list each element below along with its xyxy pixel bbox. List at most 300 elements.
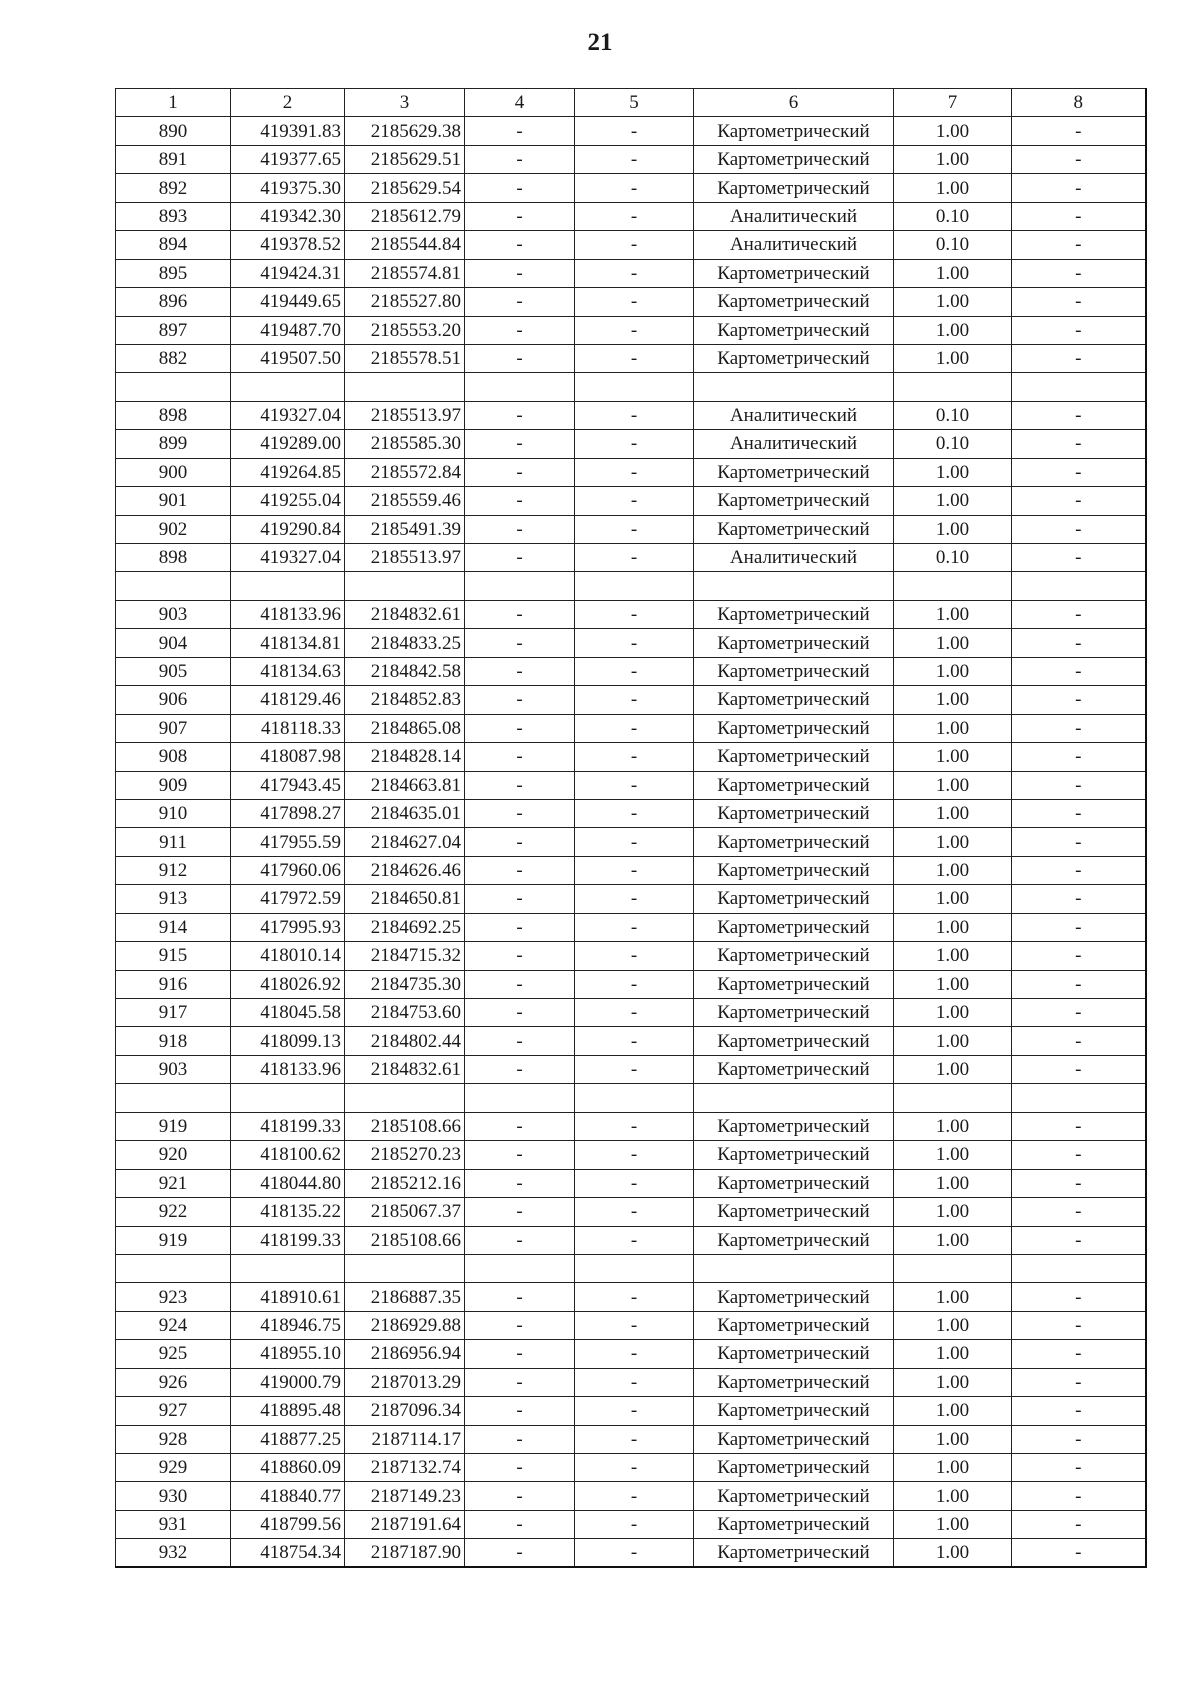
table-row [116,600,1146,628]
method-cell: Картометрический [694,828,894,856]
column-4-cell: - [465,544,575,572]
column-5-cell: - [575,600,694,628]
column-8-cell [1012,572,1146,600]
method-cell: Картометрический [694,1454,894,1482]
accuracy-cell: 1.00 [894,1510,1012,1538]
accuracy-cell: 1.00 [894,344,1012,372]
table-row [116,913,1146,941]
column-5-cell: - [575,856,694,884]
column-8-cell: - [1012,1340,1146,1368]
y-coordinate-cell: 2185544.84 [345,231,465,259]
x-coordinate-cell: 418955.10 [231,1340,345,1368]
column-5-cell: - [575,544,694,572]
y-coordinate-cell: 2185629.38 [345,117,465,145]
method-cell: Аналитический [694,430,894,458]
table-row [116,458,1146,486]
method-cell: Аналитический [694,401,894,429]
y-coordinate-cell: 2187114.17 [345,1425,465,1453]
y-coordinate-cell [345,373,465,401]
column-4-cell: - [465,743,575,771]
column-4-cell: - [465,174,575,202]
column-4-cell: - [465,771,575,799]
y-coordinate-cell [345,572,465,600]
column-8-cell: - [1012,1425,1146,1453]
y-coordinate-cell: 2184833.25 [345,629,465,657]
accuracy-cell [894,572,1012,600]
method-cell: Картометрический [694,1055,894,1083]
accuracy-cell [894,1254,1012,1282]
column-4-cell: - [465,600,575,628]
y-coordinate-cell: 2184626.46 [345,856,465,884]
point-number-cell: 897 [116,316,231,344]
column-8-cell: - [1012,714,1146,742]
column-8-cell: - [1012,1311,1146,1339]
point-number-cell [116,373,231,401]
column-4-cell: - [465,1112,575,1140]
method-cell: Картометрический [694,629,894,657]
point-number-cell: 927 [116,1397,231,1425]
y-coordinate-cell: 2184852.83 [345,686,465,714]
column-5-cell: - [575,344,694,372]
column-5-cell [575,1084,694,1112]
point-number-cell: 901 [116,487,231,515]
x-coordinate-cell: 419375.30 [231,174,345,202]
y-coordinate-cell: 2185108.66 [345,1112,465,1140]
column-8-cell: - [1012,942,1146,970]
x-coordinate-cell: 418135.22 [231,1198,345,1226]
y-coordinate-cell: 2184627.04 [345,828,465,856]
y-coordinate-cell: 2185527.80 [345,288,465,316]
column-5-cell: - [575,1112,694,1140]
column-8-cell: - [1012,686,1146,714]
column-4-cell: - [465,316,575,344]
accuracy-cell: 0.10 [894,231,1012,259]
table-row [116,288,1146,316]
accuracy-cell: 1.00 [894,1340,1012,1368]
table-row [116,771,1146,799]
column-4-cell: - [465,629,575,657]
point-number-cell: 904 [116,629,231,657]
accuracy-cell: 1.00 [894,629,1012,657]
accuracy-cell: 1.00 [894,117,1012,145]
accuracy-cell: 0.10 [894,430,1012,458]
x-coordinate-cell: 418754.34 [231,1539,345,1568]
accuracy-cell: 1.00 [894,1198,1012,1226]
column-8-cell: - [1012,1226,1146,1254]
column-5-cell: - [575,316,694,344]
accuracy-cell: 1.00 [894,1141,1012,1169]
point-number-cell [116,1084,231,1112]
column-4-cell: - [465,202,575,230]
point-number-cell: 895 [116,259,231,287]
method-cell: Картометрический [694,799,894,827]
point-number-cell [116,572,231,600]
y-coordinate-cell: 2184715.32 [345,942,465,970]
y-coordinate-cell: 2187096.34 [345,1397,465,1425]
method-cell: Картометрический [694,1027,894,1055]
column-4-cell: - [465,259,575,287]
accuracy-cell: 1.00 [894,885,1012,913]
method-cell: Картометрический [694,515,894,543]
y-coordinate-cell: 2184865.08 [345,714,465,742]
method-cell: Картометрический [694,942,894,970]
accuracy-cell [894,373,1012,401]
accuracy-cell: 1.00 [894,316,1012,344]
x-coordinate-cell: 419000.79 [231,1368,345,1396]
column-5-cell: - [575,799,694,827]
column-4-cell [465,373,575,401]
table-row [116,1198,1146,1226]
table-row [116,942,1146,970]
table-row [116,544,1146,572]
column-8-cell: - [1012,1283,1146,1311]
method-cell: Картометрический [694,174,894,202]
method-cell: Аналитический [694,202,894,230]
y-coordinate-cell: 2184842.58 [345,657,465,685]
column-5-cell [575,373,694,401]
x-coordinate-cell: 418087.98 [231,743,345,771]
table-row [116,430,1146,458]
column-5-cell: - [575,828,694,856]
column-4-cell: - [465,1340,575,1368]
column-4-cell: - [465,145,575,173]
method-cell: Картометрический [694,999,894,1027]
column-5-cell: - [575,401,694,429]
table-row [116,1311,1146,1339]
accuracy-cell: 1.00 [894,487,1012,515]
column-header: 3 [345,89,465,117]
y-coordinate-cell: 2185574.81 [345,259,465,287]
y-coordinate-cell: 2187187.90 [345,1539,465,1568]
method-cell: Картометрический [694,259,894,287]
y-coordinate-cell: 2184650.81 [345,885,465,913]
column-4-cell: - [465,856,575,884]
method-cell: Картометрический [694,1141,894,1169]
point-number-cell: 920 [116,1141,231,1169]
x-coordinate-cell: 418045.58 [231,999,345,1027]
column-8-cell [1012,373,1146,401]
column-5-cell: - [575,231,694,259]
method-cell: Картометрический [694,1112,894,1140]
method-cell [694,572,894,600]
point-number-cell: 916 [116,970,231,998]
table-row [116,1141,1146,1169]
column-5-cell [575,572,694,600]
y-coordinate-cell: 2184692.25 [345,913,465,941]
x-coordinate-cell [231,1254,345,1282]
method-cell: Картометрический [694,145,894,173]
column-8-cell: - [1012,1027,1146,1055]
table-row [116,1425,1146,1453]
point-number-cell: 921 [116,1169,231,1197]
column-5-cell: - [575,1311,694,1339]
column-8-cell: - [1012,1112,1146,1140]
column-8-cell: - [1012,1141,1146,1169]
column-5-cell: - [575,458,694,486]
column-8-cell: - [1012,231,1146,259]
method-cell: Картометрический [694,600,894,628]
column-4-cell: - [465,1226,575,1254]
point-number-cell: 893 [116,202,231,230]
accuracy-cell: 1.00 [894,1283,1012,1311]
column-8-cell: - [1012,913,1146,941]
column-8-cell: - [1012,856,1146,884]
column-5-cell: - [575,1510,694,1538]
point-number-cell: 925 [116,1340,231,1368]
table-row [116,1368,1146,1396]
column-8-cell: - [1012,174,1146,202]
column-5-cell: - [575,1141,694,1169]
table-row [116,1112,1146,1140]
method-cell: Картометрический [694,885,894,913]
point-number-cell: 919 [116,1112,231,1140]
point-number-cell: 919 [116,1226,231,1254]
point-number-cell: 910 [116,799,231,827]
column-8-cell: - [1012,657,1146,685]
x-coordinate-cell: 418044.80 [231,1169,345,1197]
column-5-cell: - [575,970,694,998]
x-coordinate-cell [231,572,345,600]
column-8-cell: - [1012,1055,1146,1083]
column-8-cell [1012,1084,1146,1112]
table-row [116,1539,1146,1568]
coordinates-table [115,88,1147,1568]
column-4-cell: - [465,1198,575,1226]
x-coordinate-cell: 418026.92 [231,970,345,998]
y-coordinate-cell: 2184832.61 [345,1055,465,1083]
column-8-cell: - [1012,1368,1146,1396]
method-cell: Картометрический [694,686,894,714]
column-5-cell: - [575,1169,694,1197]
x-coordinate-cell: 417972.59 [231,885,345,913]
column-5-cell: - [575,430,694,458]
table-row [116,231,1146,259]
column-4-cell: - [465,458,575,486]
column-header: 2 [231,89,345,117]
table-row [116,1283,1146,1311]
point-number-cell: 907 [116,714,231,742]
page-number: 21 [587,29,613,56]
table-row [116,657,1146,685]
column-5-cell: - [575,1368,694,1396]
x-coordinate-cell: 419327.04 [231,401,345,429]
table-row [116,970,1146,998]
method-cell: Картометрический [694,1425,894,1453]
column-5-cell: - [575,1283,694,1311]
x-coordinate-cell: 417995.93 [231,913,345,941]
x-coordinate-cell: 419507.50 [231,344,345,372]
column-4-cell: - [465,686,575,714]
column-4-cell: - [465,1539,575,1568]
table-row [116,799,1146,827]
accuracy-cell: 0.10 [894,202,1012,230]
column-5-cell: - [575,942,694,970]
point-number-cell: 918 [116,1027,231,1055]
column-4-cell [465,572,575,600]
method-cell: Картометрический [694,1397,894,1425]
column-4-cell: - [465,1027,575,1055]
accuracy-cell: 1.00 [894,1112,1012,1140]
accuracy-cell: 0.10 [894,544,1012,572]
x-coordinate-cell: 419264.85 [231,458,345,486]
column-5-cell: - [575,885,694,913]
method-cell: Картометрический [694,316,894,344]
column-4-cell: - [465,344,575,372]
y-coordinate-cell: 2184802.44 [345,1027,465,1055]
y-coordinate-cell: 2186929.88 [345,1311,465,1339]
column-5-cell: - [575,174,694,202]
accuracy-cell: 1.00 [894,1311,1012,1339]
x-coordinate-cell: 419255.04 [231,487,345,515]
method-cell: Картометрический [694,1311,894,1339]
column-8-cell: - [1012,885,1146,913]
x-coordinate-cell: 418860.09 [231,1454,345,1482]
accuracy-cell: 1.00 [894,1482,1012,1510]
method-cell: Картометрический [694,117,894,145]
column-4-cell: - [465,999,575,1027]
point-number-cell [116,1254,231,1282]
column-4-cell: - [465,1311,575,1339]
table-row [116,1027,1146,1055]
point-number-cell: 924 [116,1311,231,1339]
method-cell: Картометрический [694,458,894,486]
column-4-cell: - [465,487,575,515]
column-8-cell: - [1012,288,1146,316]
x-coordinate-cell: 418118.33 [231,714,345,742]
column-4-cell: - [465,799,575,827]
x-coordinate-cell: 419487.70 [231,316,345,344]
column-4-cell: - [465,1283,575,1311]
y-coordinate-cell: 2185553.20 [345,316,465,344]
accuracy-cell: 1.00 [894,1027,1012,1055]
point-number-cell: 909 [116,771,231,799]
column-4-cell: - [465,1141,575,1169]
method-cell [694,1084,894,1112]
column-8-cell: - [1012,999,1146,1027]
table-row [116,1510,1146,1538]
method-cell: Картометрический [694,743,894,771]
column-5-cell: - [575,259,694,287]
y-coordinate-cell: 2185491.39 [345,515,465,543]
column-8-cell: - [1012,458,1146,486]
accuracy-cell: 1.00 [894,515,1012,543]
column-8-cell [1012,1254,1146,1282]
column-4-cell: - [465,1055,575,1083]
method-cell: Картометрический [694,1198,894,1226]
accuracy-cell [894,1084,1012,1112]
point-number-cell: 930 [116,1482,231,1510]
column-8-cell: - [1012,259,1146,287]
method-cell: Картометрический [694,1226,894,1254]
x-coordinate-cell [231,373,345,401]
column-4-cell: - [465,714,575,742]
table-row [116,1254,1146,1282]
column-4-cell: - [465,657,575,685]
column-4-cell: - [465,942,575,970]
y-coordinate-cell: 2185578.51 [345,344,465,372]
column-8-cell: - [1012,344,1146,372]
table-header-row [116,89,1146,117]
y-coordinate-cell: 2185108.66 [345,1226,465,1254]
y-coordinate-cell: 2186887.35 [345,1283,465,1311]
point-number-cell: 903 [116,600,231,628]
column-header: 7 [894,89,1012,117]
point-number-cell: 890 [116,117,231,145]
method-cell: Картометрический [694,487,894,515]
column-4-cell: - [465,970,575,998]
y-coordinate-cell: 2185513.97 [345,544,465,572]
accuracy-cell: 1.00 [894,1454,1012,1482]
point-number-cell: 931 [116,1510,231,1538]
table-row [116,856,1146,884]
x-coordinate-cell: 417955.59 [231,828,345,856]
method-cell [694,1254,894,1282]
x-coordinate-cell: 417943.45 [231,771,345,799]
column-8-cell: - [1012,1169,1146,1197]
method-cell: Картометрический [694,856,894,884]
column-4-cell: - [465,1169,575,1197]
column-header: 4 [465,89,575,117]
point-number-cell: 900 [116,458,231,486]
x-coordinate-cell: 417960.06 [231,856,345,884]
table-row [116,714,1146,742]
method-cell: Аналитический [694,231,894,259]
column-5-cell: - [575,1226,694,1254]
accuracy-cell: 1.00 [894,1397,1012,1425]
x-coordinate-cell: 418946.75 [231,1311,345,1339]
column-4-cell: - [465,430,575,458]
column-5-cell: - [575,487,694,515]
accuracy-cell: 0.10 [894,401,1012,429]
method-cell: Картометрический [694,1169,894,1197]
method-cell: Картометрический [694,1283,894,1311]
point-number-cell: 908 [116,743,231,771]
table-row [116,1454,1146,1482]
column-header: 6 [694,89,894,117]
x-coordinate-cell: 419391.83 [231,117,345,145]
column-8-cell: - [1012,316,1146,344]
point-number-cell: 923 [116,1283,231,1311]
table-row [116,629,1146,657]
column-8-cell: - [1012,771,1146,799]
column-4-cell: - [465,1454,575,1482]
y-coordinate-cell: 2185559.46 [345,487,465,515]
column-5-cell: - [575,714,694,742]
y-coordinate-cell: 2184735.30 [345,970,465,998]
y-coordinate-cell: 2184753.60 [345,999,465,1027]
point-number-cell: 917 [116,999,231,1027]
column-5-cell: - [575,1539,694,1568]
column-4-cell [465,1254,575,1282]
accuracy-cell: 1.00 [894,1055,1012,1083]
column-5-cell: - [575,1397,694,1425]
y-coordinate-cell: 2187149.23 [345,1482,465,1510]
table-row [116,1084,1146,1112]
accuracy-cell: 1.00 [894,288,1012,316]
accuracy-cell: 1.00 [894,1169,1012,1197]
column-5-cell: - [575,117,694,145]
x-coordinate-cell: 419424.31 [231,259,345,287]
table-row [116,743,1146,771]
x-coordinate-cell: 418010.14 [231,942,345,970]
column-8-cell: - [1012,1510,1146,1538]
y-coordinate-cell: 2184828.14 [345,743,465,771]
column-4-cell: - [465,515,575,543]
column-5-cell: - [575,1482,694,1510]
column-5-cell: - [575,1425,694,1453]
table-row [116,1055,1146,1083]
x-coordinate-cell: 419342.30 [231,202,345,230]
